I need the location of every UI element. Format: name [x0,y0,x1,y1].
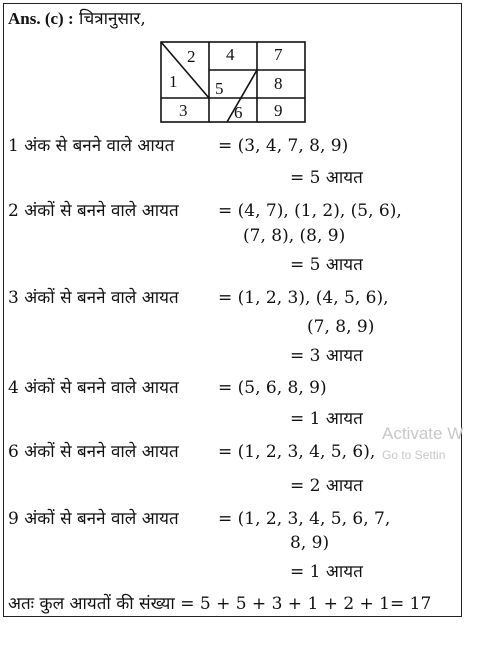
row-label: 9 अंकों से बनने वाले आयत [8,509,179,529]
row-equation: = (1, 2, 3), (4, 5, 6), [218,288,389,308]
row-equation-cont: (7, 8), (8, 9) [243,226,346,246]
row-equation-cont: (7, 8, 9) [307,317,375,337]
row-label: 1 अंक से बनने वाले आयत [8,136,175,156]
row-result: = 1 आयत [290,562,363,582]
activate-windows-watermark: Activate W [382,424,464,443]
cell-8: 8 [274,74,283,93]
answer-heading [8,9,146,29]
row-label: 3 अंकों से बनने वाले आयत [8,288,179,308]
row-result: = 5 आयत [290,168,363,188]
cell-9: 9 [274,101,283,120]
cell-1: 1 [169,72,178,91]
row-result: = 1 आयत [290,409,363,429]
row-result: = 5 आयत [290,255,363,275]
row-result: = 2 आयत [290,476,363,496]
cell-2: 2 [187,47,196,66]
row-equation: = (3, 4, 7, 8, 9) [218,136,349,156]
cell-5: 5 [215,79,224,98]
total-line: अतः कुल आयतों की संख्या = 5 + 5 + 3 + 1 + 2 + 1= 17 [8,594,432,614]
cell-6: 6 [234,103,243,122]
row-equation: = (1, 2, 3, 4, 5, 6, 7, [218,509,391,529]
cell-4: 4 [226,45,235,64]
cell-7: 7 [274,45,283,64]
row-equation: = (1, 2, 3, 4, 5, 6), [218,442,376,462]
row-label: 4 अंकों से बनने वाले आयत [8,378,179,398]
row-label: 2 अंकों से बनने वाले आयत [8,201,179,221]
row-label: 6 अंकों से बनने वाले आयत [8,442,179,462]
row-equation-cont: 8, 9) [290,533,330,553]
rectangle-figure [160,41,306,123]
cell-3: 3 [179,101,188,120]
row-equation: = (5, 6, 8, 9) [218,378,327,398]
row-result: = 3 आयत [290,346,363,366]
heading-text: चित्रानुसार, [79,9,146,29]
settings-watermark: Go to Settin [382,448,446,462]
answer-prefix: Ans. (c) : [8,9,74,28]
row-equation: = (4, 7), (1, 2), (5, 6), [218,201,402,221]
